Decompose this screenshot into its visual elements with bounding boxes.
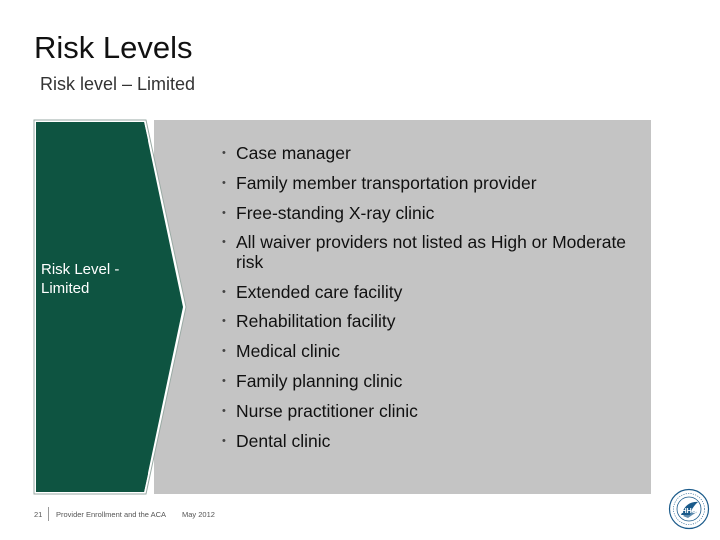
provider-list-item (222, 233, 642, 272)
bullet-icon: • (222, 285, 226, 298)
provider-list-item-label: All waiver providers not listed as High or Moderate risk (236, 232, 627, 272)
bullet-icon: • (222, 206, 226, 219)
provider-list-item (222, 342, 642, 362)
provider-list (222, 144, 642, 461)
provider-list-item-label: Rehabilitation facility (236, 311, 396, 332)
bullet-icon: • (222, 176, 226, 189)
hhs-seal-icon (668, 488, 710, 530)
chevron-inner (36, 122, 148, 492)
bullet-icon: • (222, 434, 226, 447)
provider-list-item (222, 372, 642, 392)
provider-list-item (222, 174, 642, 194)
provider-list-item (222, 204, 642, 224)
footer-date: May 2012 (182, 510, 215, 519)
provider-list-item (222, 312, 642, 332)
provider-list-item-label: Medical clinic (236, 341, 341, 362)
footer-divider (48, 507, 49, 521)
provider-list-item (222, 283, 642, 303)
slide-title: Risk Levels (34, 30, 193, 65)
provider-list-item-label: Free-standing X-ray clinic (236, 202, 435, 223)
provider-list-item-label: Dental clinic (236, 430, 331, 451)
provider-list-item (222, 144, 642, 164)
page-number: 21 (34, 510, 43, 519)
provider-list-item-label: Family member transportation provider (236, 172, 537, 193)
provider-list-item-label: Family planning clinic (236, 371, 403, 392)
risk-level-chevron (30, 118, 190, 496)
bullet-icon: • (222, 236, 226, 249)
bullet-icon: • (222, 315, 226, 328)
bullet-icon: • (222, 404, 226, 417)
risk-level-label: Risk Level - Limited (41, 261, 120, 297)
provider-list-item-label: Extended care facility (236, 281, 403, 302)
provider-list-item (222, 402, 642, 422)
footer-title: Provider Enrollment and the ACA (56, 510, 167, 519)
provider-list-item-label: Case manager (236, 143, 351, 163)
slide-subtitle: Risk level – Limited (40, 74, 196, 94)
svg-text:HHS: HHS (681, 508, 697, 515)
bullet-icon: • (222, 375, 226, 388)
provider-list-item (222, 432, 642, 452)
bullet-icon: • (222, 147, 226, 159)
bullet-icon: • (222, 345, 226, 358)
provider-list-item-label: Nurse practitioner clinic (236, 400, 418, 421)
